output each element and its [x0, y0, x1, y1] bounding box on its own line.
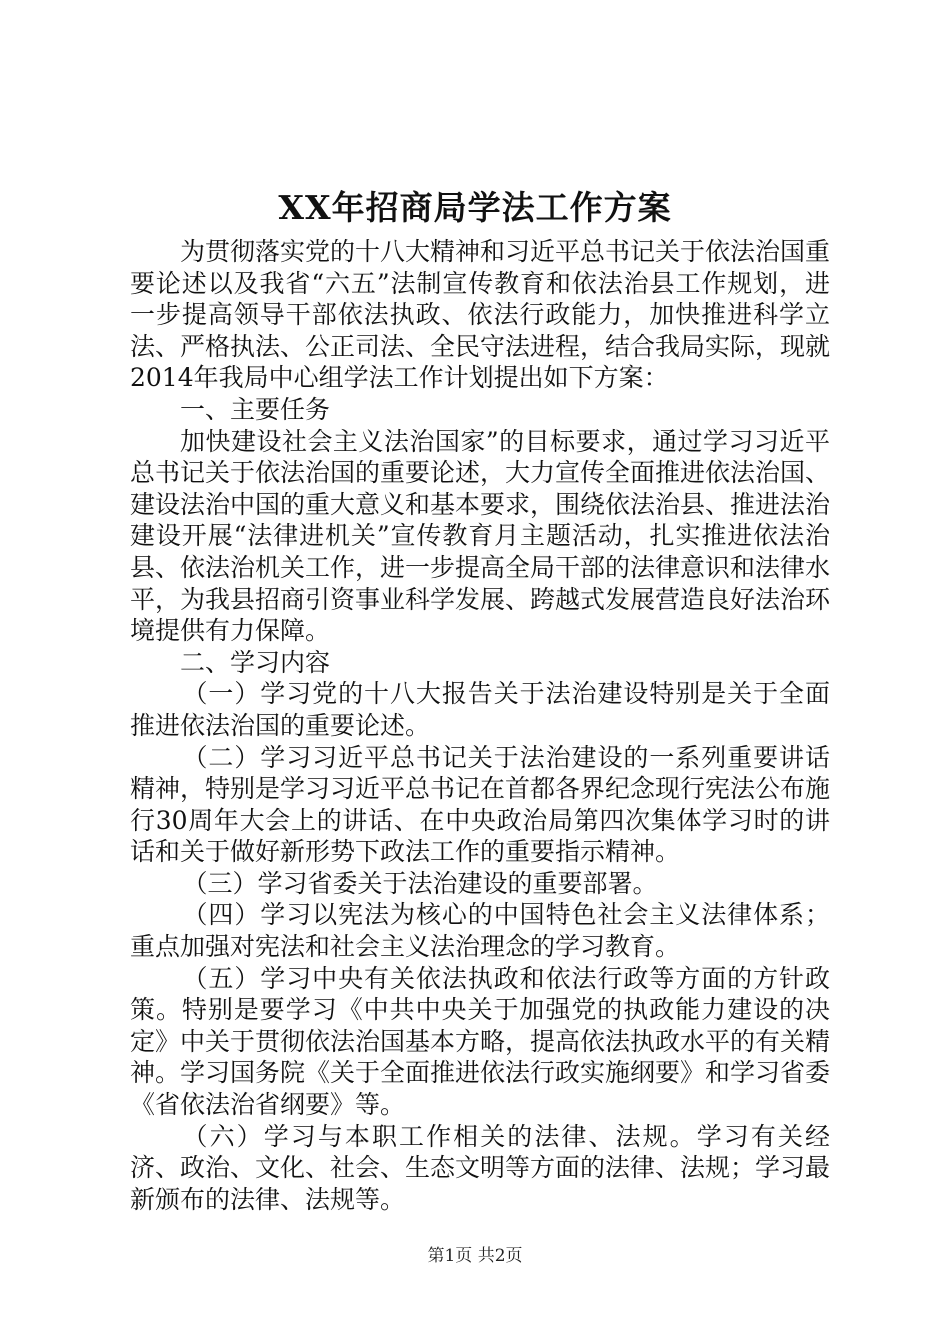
- study-item-4: （四）学习以宪法为核心的中国特色社会主义法律体系；重点加强对宪法和社会主义法治理念的学习教育。: [130, 900, 830, 962]
- page-footer: 第1页 共2页: [427, 1246, 523, 1266]
- section-heading-study-content: 二、学习内容: [180, 647, 331, 677]
- document-body: [130, 236, 830, 1215]
- study-item-3: （三）学习省委关于法治建设的重要部署。: [182, 868, 658, 898]
- study-item-1: （一）学习党的十八大报告关于法治建设特别是关于全面推进依法治国的重要论述。: [130, 679, 830, 740]
- study-item-2: （二）学习习近平总书记关于法治建设的一系列重要讲话精神，特别是学习习近平总书记在首都各界纪念现行宪法公布施行30周年大会上的讲话、在中央政治局第四次集体学习时的讲话和关于做好新形势下政法工作的重要指示精神。: [130, 742, 831, 867]
- intro-paragraph: 为贯彻落实党的十八大精神和习近平总书记关于依法治国重要论述以及我省“六五”法制宣传教育和依法治县工作规划，进一步提高领导干部依法执政、依法行政能力，加快推进科学立法、严格执法、公正司法、全民守法进程，结合我局实际，现就2014年我局中心组学法工作计划提出如下方案：: [130, 237, 831, 393]
- main-tasks-paragraph: 加快建设社会主义法治国家”的目标要求，通过学习习近平总书记关于依法治国的重要论述，大力宣传全面推进依法治国、建设法治中国的重大意义和基本要求，围绕依法治县、推进法治建设开展“法律进机关”宣传教育月主题活动，扎实推进依法治县、依法治机关工作，进一步提高全局干部的法律意识和法律水平，为我县招商引资事业科学发展、跨越式发展营造良好法治环境提供有力保障。: [130, 426, 831, 646]
- study-item-5: （五）学习中央有关依法执政和依法行政等方面的方针政策。特别是要学习《中共中央关于加强党的执政能力建设的决定》中关于贯彻依法治国基本方略，提高依法执政水平的有关精神。学习国务院《关于全面推进依法行政实施纲要》和学习省委《省依法治省纲要》等。: [130, 963, 831, 1120]
- document-title: XX年招商局学法工作方案: [278, 188, 672, 227]
- section-heading-main-tasks: 一、主要任务: [180, 394, 331, 424]
- study-item-6: （六）学习与本职工作相关的法律、法规。学习有关经济、政治、文化、社会、生态文明等方面的法律、法规；学习最新颁布的法律、法规等。: [130, 1121, 831, 1214]
